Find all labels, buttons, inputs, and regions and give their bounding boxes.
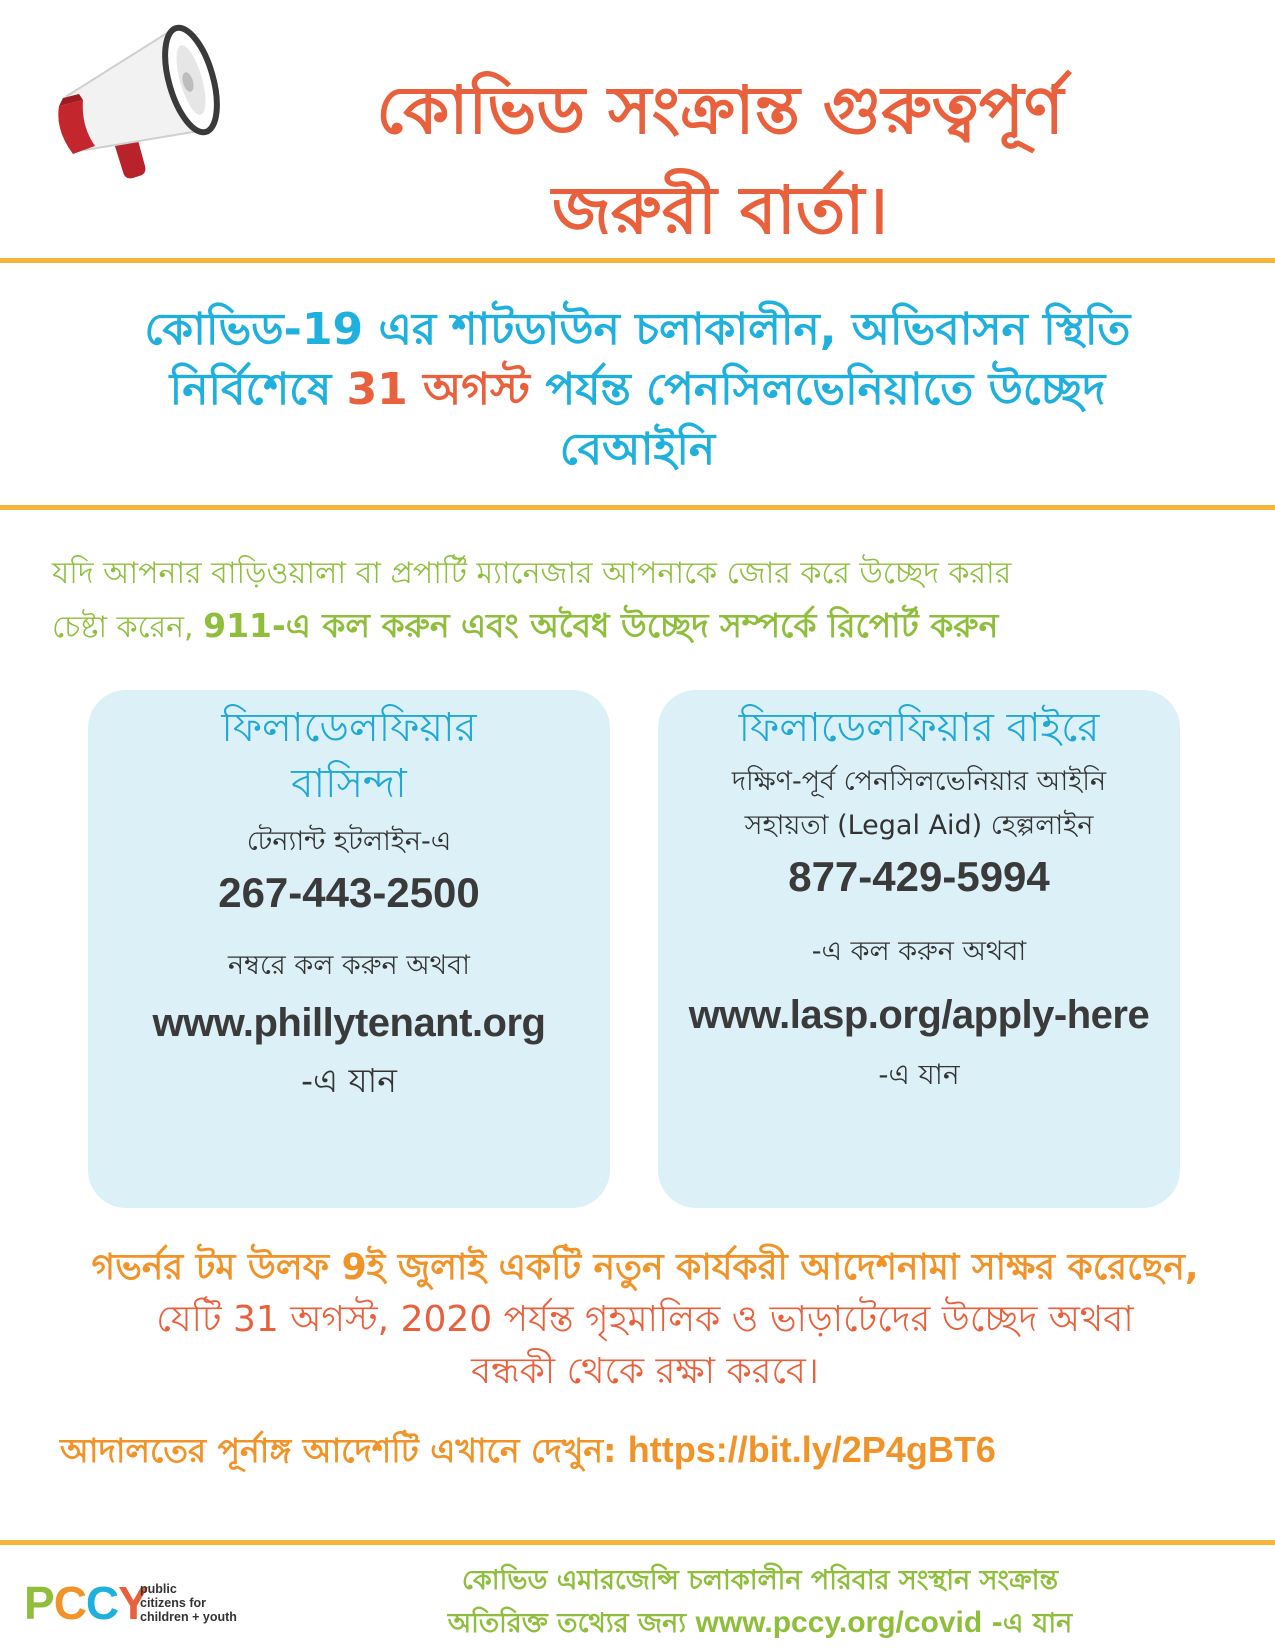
card-title: ফিলাডেলফিয়ার বাইরে xyxy=(738,705,1100,751)
warning-line-1: যদি আপনার বাড়িওয়ালা বা প্রপার্টি ম্যানেজার আপনাকে জোর করে উচ্ছেদ করার xyxy=(52,556,1012,591)
footer-line-2 xyxy=(300,1602,1220,1645)
page-title-line-2: জরুরী বার্তা। xyxy=(552,172,888,249)
notice-date-highlight: 31 অগস্ট xyxy=(346,364,530,415)
notice-line-2-prefix: নির্বিশেষে xyxy=(169,364,347,415)
call-or-label: নম্বরে কল করুন অথবা xyxy=(228,950,470,981)
warning-line-2-prefix: চেষ্টা করেন, xyxy=(52,610,204,645)
phillytenant-link[interactable]: www.phillytenant.org xyxy=(152,1001,546,1045)
legal-aid-phone[interactable]: 877-429-5994 xyxy=(788,853,1050,900)
pccy-covid-link[interactable]: www.pccy.org/covid xyxy=(695,1606,983,1639)
notice-line-2 xyxy=(40,360,1235,420)
divider xyxy=(0,258,1275,263)
footer-info xyxy=(300,1560,1220,1645)
eviction-notice xyxy=(40,300,1235,480)
legal-aid-label-line-1: দক্ষিণ-পূর্ব পেনসিলভেনিয়ার আইনি xyxy=(731,766,1107,797)
warning-line-2 xyxy=(52,600,1232,654)
card-title-line-2: বাসিন্দা xyxy=(291,761,407,807)
legal-aid-label-line-2: সহায়তা (Legal Aid) হেল্পলাইন xyxy=(744,810,1094,841)
court-order-line xyxy=(60,1428,1240,1473)
governor-line-2: যেটি 31 অগস্ট, 2020 পর্যন্ত গৃহমালিক ও ভাড়াটেদের উচ্ছেদ অথবা xyxy=(156,1299,1134,1340)
lasp-link[interactable]: www.lasp.org/apply-here xyxy=(688,993,1150,1037)
governor-line-3: বন্ধকী থেকে রক্ষা করবে। xyxy=(471,1351,819,1392)
pccy-tagline: public citizens for children + youth xyxy=(140,1582,237,1624)
call-or-label: -এ কল করুন অথবা xyxy=(811,936,1027,967)
pccy-logo xyxy=(24,1578,264,1628)
tenant-hotline-label: টেন্যান্ট হটলাইন-এ xyxy=(246,826,452,857)
court-order-link[interactable]: https://bit.ly/2P4gBT6 xyxy=(627,1429,996,1470)
go-label: -এ যান xyxy=(878,1058,960,1091)
notice-line-1: কোভিড-19 এর শাটডাউন চলাকালীন, অভিবাসন স্থিতি xyxy=(144,304,1131,355)
go-label: -এ যান xyxy=(301,1061,397,1100)
page-title-line-1: কোভিড সংক্রান্ত গুরুত্বপূর্ণ xyxy=(376,72,1064,149)
executive-order-paragraph xyxy=(50,1242,1240,1398)
call-911-instruction: 911-এ কল করুন এবং অবৈধ উচ্ছেদ সম্পর্কে রিপোর্ট করুন xyxy=(203,606,999,645)
outside-philadelphia-card xyxy=(658,690,1180,1208)
footer-line-2-suffix: -এ যান xyxy=(982,1608,1073,1639)
pccy-logo-letters: PCCY xyxy=(24,1577,148,1629)
card-title-line-1: ফিলাডেলফিয়ার xyxy=(221,705,477,751)
divider xyxy=(0,1540,1275,1545)
court-order-label: আদালতের পূর্নাঙ্গ আদেশটি এখানে দেখুন: xyxy=(60,1431,628,1470)
landlord-warning xyxy=(52,548,1232,654)
tenant-hotline-phone[interactable]: 267-443-2500 xyxy=(218,869,480,916)
philadelphia-residents-card xyxy=(88,690,610,1208)
notice-line-3: বেআইনি xyxy=(559,424,716,475)
notice-line-2-suffix: পর্যন্ত পেনসিলভেনিয়াতে উচ্ছেদ xyxy=(530,364,1106,415)
footer-line-2-prefix: অতিরিক্ত তথ্যের জন্য xyxy=(447,1608,696,1639)
megaphone-icon xyxy=(55,18,230,193)
divider xyxy=(0,505,1275,510)
footer-line-1: কোভিড এমারজেন্সি চলাকালীন পরিবার সংস্থান সংক্রান্ত xyxy=(461,1565,1059,1596)
governor-line-1: গভর্নর টম উলফ 9ই জুলাই একটি নতুন কার্যকরী আদেশনামা সাক্ষর করেছেন, xyxy=(91,1247,1199,1288)
